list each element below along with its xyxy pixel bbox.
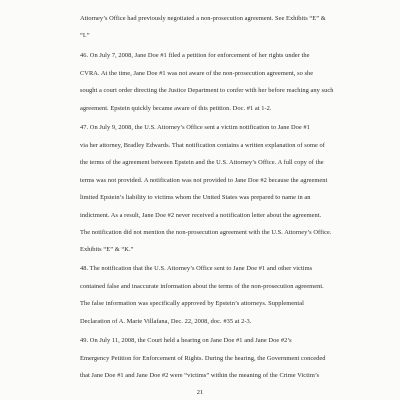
text-line: indictment. As a result, Jane Doe #2 never received a notification letter about the agreement.: [80, 212, 322, 219]
text-line: Declaration of A. Marie Villafana, Dec. 22, 2008, doc. #35 at 2-3.: [80, 318, 252, 325]
text-line: 49. On July 11, 2008, the Court held a hearing on Jane Doe #1 and Jane Doe #2’s: [80, 337, 292, 344]
text-line: Attorney’s Office had previously negotiated a non-prosecution agreement. See Exhibits “E” &: [80, 15, 326, 22]
text-line: that Jane Doe #1 and Jane Doe #2 were “victims” within the meaning of the Crime Victim’s: [80, 372, 320, 379]
text-line: 47. On July 9, 2008, the U.S. Attorney’s Office sent a victim notification to Jane Doe #1: [80, 124, 310, 131]
text-line: contained false and inaccurate information about the terms of the non-prosecution agreement.: [80, 283, 324, 290]
text-line: 48. The notification that the U.S. Attorney’s Office sent to Jane Doe #1 and other victims: [80, 265, 313, 272]
text-line: Emergency Petition for Enforcement of Rights. During the hearing, the Government conceded: [80, 355, 326, 362]
text-line: via her attorney, Bradley Edwards. That notification contains a written explanation of some of: [80, 142, 325, 149]
text-line: CVRA. At the time, Jane Doe #1 was not aware of the non-prosecution agreement, so she: [80, 70, 314, 77]
page-number: 21: [196, 389, 204, 396]
text-line: The notification did not mention the non-prosecution agreement with the U.S. Attorney’s Office.: [80, 229, 332, 236]
text-line: Exhibits “E” & “K.”: [80, 246, 134, 253]
text-line: The false information was specifically approved by Epstein’s attorneys. Supplemental: [80, 300, 304, 307]
text-line: the terms of the agreement between Epstein and the U.S. Attorney’s Office. A full copy of the: [80, 159, 324, 166]
text-line: 46. On July 7, 2008, Jane Doe #1 filed a petition for enforcement of her rights under the: [80, 52, 310, 59]
text-line: sought a court order directing the Justice Department to confer with her before reaching any such: [80, 87, 334, 94]
text-line: terms was not provided. A notification was not provided to Jane Doe #2 because the agreement: [80, 177, 328, 184]
text-line: agreement. Epstein quickly became aware of this petition. Doc. #1 at 1-2.: [80, 105, 272, 112]
text-line: limited Epstein’s liability to victims whom the United States was prepared to name in an: [80, 194, 311, 201]
text-line: “I.”: [80, 32, 90, 39]
